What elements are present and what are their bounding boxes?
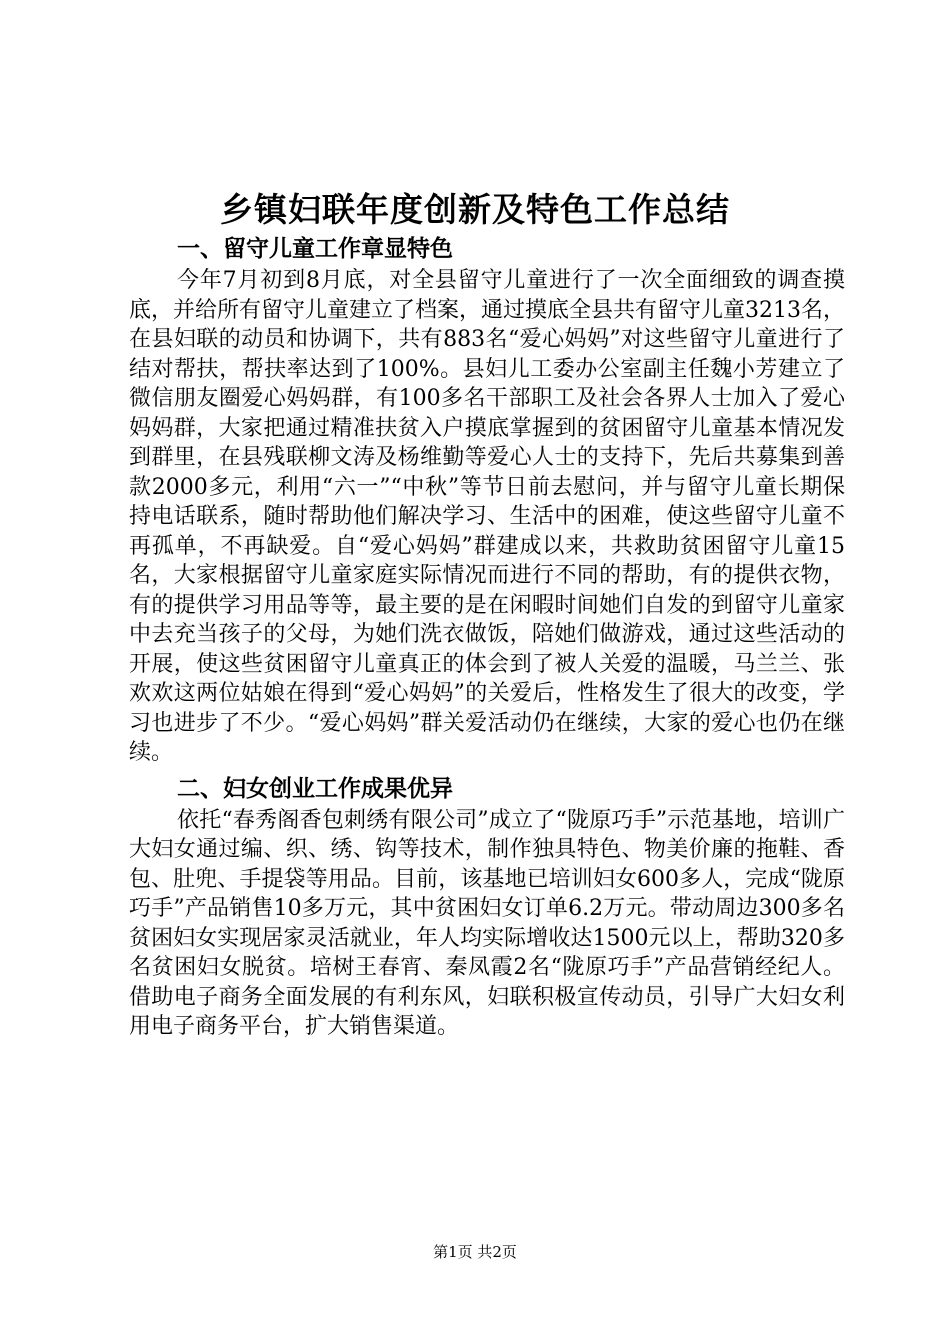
page-title: 乡镇妇联年度创新及特色工作总结 — [220, 190, 730, 229]
section-heading-1: 一、留守儿童工作章显特色 — [177, 236, 453, 262]
page-footer: 第1页 共2页 — [433, 1243, 517, 1261]
section-heading-2: 二、妇女创业工作成果优异 — [177, 775, 453, 802]
section-paragraph-2: 依托“春秀阁香包刺绣有限公司”成立了“陇原巧手”示范基地，培训广大妇女通过编、织、绣、钩等技术，制作独具特色、物美价廉的拖鞋、香包、肚兜、手提袋等用品。目前，该基地已培训妇女600多人，完成“陇原巧手”产品销售10多万元，其中贫困妇女订单6.2万元。带动周边300多名贫困妇女实现居家灵活就业，年人均实际增收达1500元以上，帮助320多名贫困妇女脱贫。培树王春宵、秦凤霞2名“陇原巧手”产品营销经纪人。借助电子商务全面发展的有利东风，妇联积极宣传动员，引导广大妇女利用电子商务平台，扩大销售渠道。 — [129, 807, 845, 1039]
section-paragraph-1: 今年7月初到8月底，对全县留守儿童进行了一次全面细致的调查摸底，并给所有留守儿童建立了档案，通过摸底全县共有留守儿童3213名，在县妇联的动员和协调下，共有883名“爱心妈妈”对这些留守儿童进行了结对帮扶，帮扶率达到了100%。县妇儿工委办公室副主任魏小芳建立了微信朋友圈爱心妈妈群，有100多名干部职工及社会各界人士加入了爱心妈妈群，大家把通过精准扶贫入户摸底掌握到的贫困留守儿童基本情况发到群里，在县残联柳文涛及杨维勤等爱心人士的支持下，先后共募集到善款2000多元，利用“六一”“中秋”等节日前去慰问，并与留守儿童长期保持电话联系，随时帮助他们解决学习、生活中的困难，使这些留守儿童不再孤单，不再缺爱。自“爱心妈妈”群建成以来，共救助贫困留守儿童15名，大家根据留守儿童家庭实际情况而进行不同的帮助，有的提供衣物，有的提供学习用品等等，最主要的是在闲暇时间她们自发的到留守儿童家中去充当孩子的父母，为她们洗衣做饭，陪她们做游戏，通过这些活动的开展，使这些贫困留守儿童真正的体会到了被人关爱的温暖，马兰兰、张欢欢这两位姑娘在得到“爱心妈妈”的关爱后，性格发生了很大的改变，学习也进步了不少。“爱心妈妈”群关爱活动仍在继续，大家的爱心也仍在继续。 — [129, 268, 845, 765]
document-body — [129, 232, 845, 1042]
